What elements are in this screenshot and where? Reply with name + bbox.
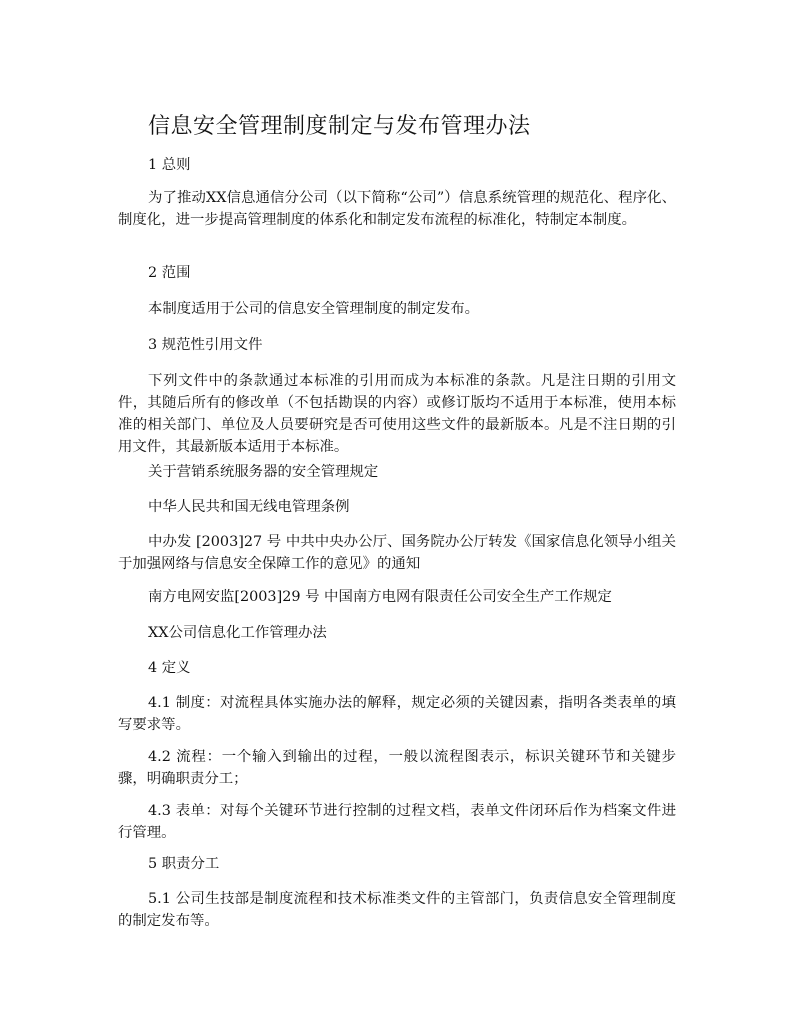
reference-item: 关于营销系统服务器的安全管理规定 (148, 464, 379, 480)
document-title: 信息安全管理制度制定与发布管理办法 (148, 114, 531, 139)
definition-item: 4.2 流程：一个输入到输出的过程，一般以流程图表示，标识关键环节和关键步骤，明确职责分工； (118, 749, 676, 787)
section-heading-2: 2 范围 (148, 265, 191, 281)
paragraph: 下列文件中的条款通过本标准的引用而成为本标准的条款。凡是注日期的引用文件，其随后所有的修改单（不包括勘误的内容）或修订版均不适用于本标准，使用本标准的相关部门、单位及人员要研究是否可使用这些文件的最新版本。凡是不注日期的引用文件，其最新版本适用于本标准。 (118, 373, 676, 455)
definition-item: 4.1 制度：对流程具体实施办法的解释，规定必须的关键因素，指明各类表单的填写要求等。 (118, 695, 676, 733)
definition-item: 4.3 表单：对每个关键环节进行控制的过程文档，表单文件闭环后作为档案文件进行管理。 (118, 803, 676, 841)
paragraph: 本制度适用于公司的信息安全管理制度的制定发布。 (148, 301, 479, 317)
section-heading-4: 4 定义 (148, 660, 191, 676)
responsibility-item: 5.1 公司生技部是制度流程和技术标准类文件的主管部门，负责信息安全管理制度的制定发布等。 (118, 891, 676, 929)
section-heading-5: 5 职责分工 (148, 856, 220, 872)
section-heading-3: 3 规范性引用文件 (148, 337, 263, 353)
section-heading-1: 1 总则 (148, 157, 191, 173)
reference-item: 中华人民共和国无线电管理条例 (148, 499, 350, 515)
reference-item: 中办发 [2003]27 号 中共中央办公厅、国务院办公厅转发《国家信息化领导小组关于加强网络与信息安全保障工作的意见》的通知 (118, 534, 676, 572)
reference-item: 南方电网安监[2003]29 号 中国南方电网有限责任公司安全生产工作规定 (148, 589, 612, 605)
paragraph: 为了推动XX信息通信分公司（以下简称“公司”）信息系统管理的规范化、程序化、制度化，进一步提高管理制度的体系化和制定发布流程的标准化，特制定本制度。 (118, 190, 676, 228)
reference-item: XX公司信息化工作管理办法 (148, 625, 327, 641)
